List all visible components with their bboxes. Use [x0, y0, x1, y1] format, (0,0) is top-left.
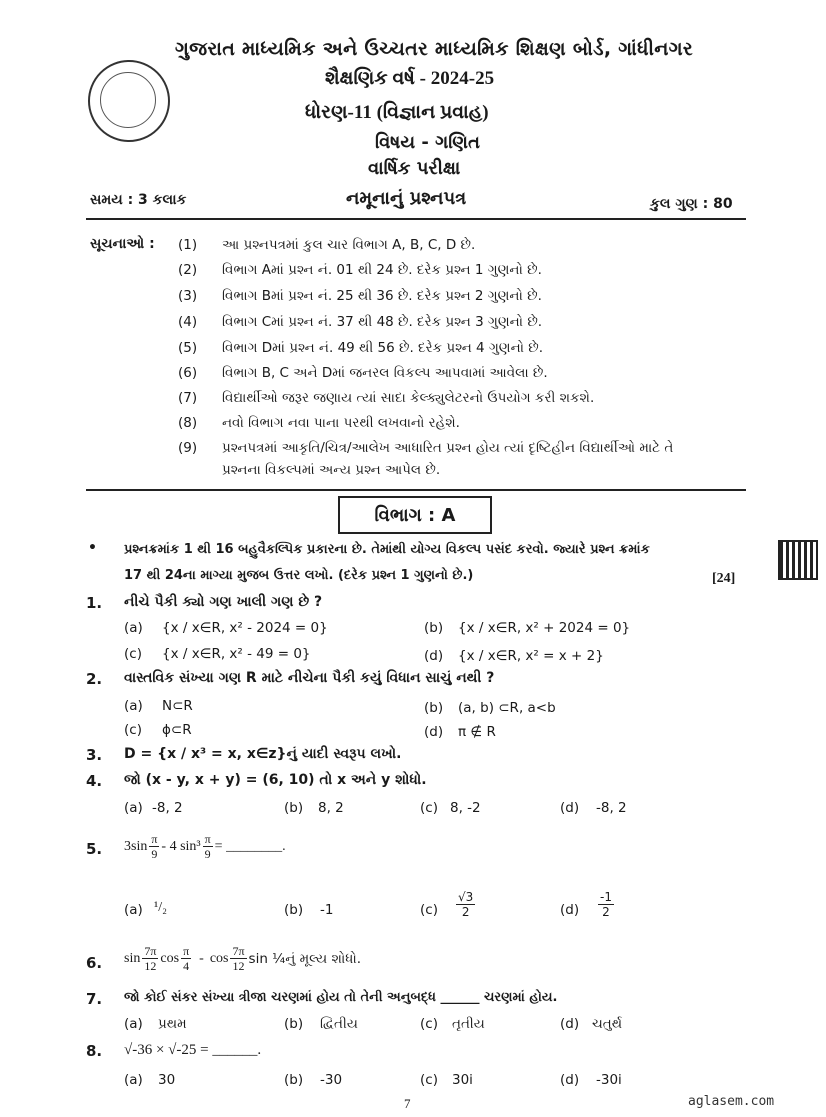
instruction-item — [178, 462, 778, 478]
option-label: (a) — [124, 902, 143, 918]
qr-code-icon — [778, 540, 818, 580]
instructions-label: સૂચનાઓ : — [90, 236, 155, 252]
option-fraction — [598, 890, 614, 919]
option-text: 30i — [452, 1072, 473, 1088]
fraction — [203, 832, 213, 861]
instruction-number: (6) — [178, 365, 198, 381]
exam-title: વાર્ષિક પરીક્ષા — [368, 158, 461, 179]
fraction — [149, 832, 159, 861]
instruction-text: વિભાગ Dમાં પ્રશ્ન નં. 49 થી 56 છે. દરેક પ્રશ્ન 4 ગુણનો છે. — [222, 340, 544, 356]
paper-type-title: નમૂનાનું પ્રશ્નપત્ર — [346, 188, 467, 209]
instruction-number: (4) — [178, 314, 198, 330]
option-text: {x / x∈R, x² = x + 2} — [458, 648, 604, 664]
instruction-text: વિભાગ Bમાં પ્રશ્ન નં. 25 થી 36 છે. દરેક પ્રશ્ન 2 ગુણનો છે. — [222, 288, 542, 304]
fraction-numerator: √3 — [458, 890, 474, 904]
option-text: 30 — [158, 1072, 176, 1088]
option-label: (c) — [420, 1072, 438, 1088]
bullet-icon: • — [88, 540, 97, 556]
fraction-numerator: π — [204, 832, 211, 846]
instruction-item — [178, 262, 778, 278]
expr-part: sin — [124, 950, 141, 966]
question-number: 3. — [86, 746, 103, 764]
option-label: (a) — [124, 620, 143, 636]
instruction-text: નવો વિભાગ નવા પાના પરથી લખવાનો રહેશે. — [222, 415, 460, 431]
option-label: (b) — [284, 1072, 304, 1088]
option-label: (a) — [124, 800, 143, 816]
option-fraction — [456, 890, 475, 919]
question-text: નીચે પૈકી ક્યો ગણ ખાલી ગણ છે ? — [124, 594, 323, 610]
option-text: ϕ⊂R — [162, 722, 192, 738]
instruction-text: વિદ્યાર્થીઓ જરૂર જણાય ત્યાં સાદા કેલ્ક્યુલેટરનો ઉપયોગ કરી શકશે. — [222, 390, 595, 406]
question-text: D = {x / x³ = x, x∈z}નું યાદી સ્વરૂપ લખો. — [124, 746, 402, 762]
option-text: {x / x∈R, x² - 49 = 0} — [162, 646, 311, 662]
option-text: N⊂R — [162, 698, 193, 714]
section-marks: [24] — [712, 571, 736, 586]
instruction-text: વિભાગ Cમાં પ્રશ્ન નં. 37 થી 48 છે. દરેક પ્રશ્ન 3 ગુણનો છે. — [222, 314, 543, 330]
instruction-text: આ પ્રશ્નપત્રમાં કુલ ચાર વિભાગ A, B, C, D છે. — [222, 237, 476, 253]
expr-part: 3sin — [124, 838, 148, 854]
total-marks: કુલ ગુણ : 80 — [650, 196, 733, 212]
instruction-text: વિભાગ Aમાં પ્રશ્ન નં. 01 થી 24 છે. દરેક પ્રશ્ન 1 ગુણનો છે. — [222, 262, 542, 278]
instruction-number: (2) — [178, 262, 198, 278]
instruction-number: (8) — [178, 415, 198, 431]
expr-part: cos — [209, 950, 229, 966]
instruction-text: પ્રશ્નપત્રમાં આકૃતિ/ચિત્ર/આલેખ આધારિત પ્રશ્ન હોય ત્યાં દૃષ્ટિહીન વિદ્યાર્થીઓ માટે તે — [222, 440, 674, 456]
option-text: -30i — [596, 1072, 622, 1088]
option-text: π ∉ R — [458, 724, 496, 740]
fraction-denominator: 12 — [232, 959, 245, 973]
page-number: 7 — [404, 1096, 411, 1111]
option-label: (d) — [560, 800, 580, 816]
board-name: ગુજરાત માધ્યમિક અને ઉચ્ચતર માધ્યમિક શિક્ષણ બોર્ડ, ગાંધીનગર — [175, 38, 694, 60]
question-text: √-36 × √-25 = ______. — [124, 1042, 262, 1058]
fraction-denominator: 2 — [461, 905, 470, 919]
option-text: તૃતીય — [452, 1016, 485, 1032]
instruction-item — [178, 288, 778, 304]
option-text: ચતુર્થ — [592, 1016, 623, 1032]
option-text: -8, 2 — [152, 800, 183, 816]
option-text: 8, 2 — [318, 800, 344, 816]
option-text: 8, -2 — [450, 800, 481, 816]
instruction-text: પ્રશ્નના વિકલ્પમાં અન્ય પ્રશ્ન આપેલ છે. — [222, 462, 441, 478]
trig-expression — [124, 832, 286, 861]
fraction-numerator: π — [151, 832, 158, 846]
option-text: {x / x∈R, x² - 2024 = 0} — [162, 620, 328, 636]
fraction-denominator: 4 — [183, 959, 190, 973]
question-number: 6. — [86, 954, 103, 972]
instruction-item — [178, 237, 778, 253]
question-number: 4. — [86, 772, 103, 790]
instruction-item — [178, 415, 778, 431]
fraction-numerator: 7π — [144, 944, 157, 958]
question-text: વાસ્તવિક સંખ્યા ગણ R માટે નીચેના પૈકી કયું વિધાન સાચું નથી ? — [124, 670, 495, 686]
option-label: (b) — [424, 700, 444, 716]
expr-part: - 4 sin³ — [161, 838, 201, 854]
option-label: (d) — [424, 724, 444, 740]
option-label: (d) — [560, 902, 580, 918]
instruction-text: વિભાગ B, C અને Dમાં જનરલ વિકલ્પ આપવામાં આવેલા છે. — [222, 365, 548, 381]
option-text: પ્રથમ — [158, 1016, 187, 1032]
option-label: (d) — [560, 1016, 580, 1032]
option-text: (a, b) ⊂R, a<b — [458, 700, 556, 716]
expr-part: - — [199, 950, 204, 966]
question-number: 7. — [86, 990, 103, 1008]
question-text: જો કોઈ સંકર સંખ્યા ત્રીજા ચરણમાં હોય તો તેની અનુબદ્ધ ______ ચરણમાં હોય. — [124, 990, 558, 1005]
option-label: (c) — [124, 722, 142, 738]
instruction-item — [178, 390, 778, 406]
instruction-number: (1) — [178, 237, 198, 253]
option-text: દ્વિતીય — [320, 1016, 358, 1032]
option-text: {x / x∈R, x² + 2024 = 0} — [458, 620, 631, 636]
fraction-numerator: π — [183, 944, 190, 958]
question-number: 2. — [86, 670, 103, 688]
option-label: (a) — [124, 1072, 143, 1088]
watermark-right: aglasem.com — [688, 1094, 775, 1109]
option-label: (a) — [124, 698, 143, 714]
fraction-numerator: 7π — [232, 944, 245, 958]
option-label: (d) — [424, 648, 444, 664]
instruction-number: (9) — [178, 440, 198, 456]
section-note-line2: 17 થી 24ના માગ્યા મુજબ ઉત્તર લખો. (દરેક પ્રશ્ન 1 ગુણનો છે.) — [124, 568, 474, 583]
fraction-denominator: 9 — [204, 847, 211, 861]
expr-part: cos — [160, 950, 180, 966]
option-label: (b) — [284, 902, 304, 918]
fraction-denominator: 2 — [602, 905, 610, 919]
option-label: (b) — [284, 800, 304, 816]
board-seal-inner-ring — [100, 72, 156, 128]
section-note-line1: પ્રશ્નક્રમાંક 1 થી 16 બહુવૈકલ્પિક પ્રકારના છે. તેમાંથી યોગ્ય વિકલ્પ પસંદ કરવો. જ્યારે પ્રશ્ન ક્રમાંક — [124, 542, 650, 557]
expr-part: sin ¼નું મૂલ્ય શોધો. — [248, 950, 362, 967]
question-number: 8. — [86, 1042, 103, 1060]
option-text: -1 — [320, 902, 334, 918]
option-label: (c) — [420, 1016, 438, 1032]
instruction-item — [178, 340, 778, 356]
academic-year: શૈક્ષણિક વર્ષ - 2024-25 — [325, 68, 495, 89]
header-divider — [86, 218, 746, 220]
subject-title: વિષય - ગણિત — [375, 132, 480, 153]
option-label: (c) — [124, 646, 142, 662]
standard-title: ધોરણ-11 (વિજ્ઞાન પ્રવાહ) — [305, 102, 489, 123]
fraction-numerator: -1 — [600, 890, 612, 904]
section-a-title: વિભાગ : A — [338, 496, 492, 534]
instruction-item — [178, 440, 778, 456]
option-text: ¹/₂ — [154, 900, 167, 915]
option-label: (c) — [420, 800, 438, 816]
instructions-divider — [86, 489, 746, 491]
instruction-item — [178, 365, 778, 381]
instruction-number: (5) — [178, 340, 198, 356]
instruction-number: (3) — [178, 288, 198, 304]
option-label: (c) — [420, 902, 438, 918]
time-duration: સમય : 3 કલાક — [90, 192, 187, 208]
trig-expression — [124, 944, 361, 973]
question-number: 1. — [86, 594, 103, 612]
fraction — [181, 944, 191, 973]
option-label: (b) — [284, 1016, 304, 1032]
option-label: (d) — [560, 1072, 580, 1088]
option-text: -30 — [320, 1072, 343, 1088]
option-label: (b) — [424, 620, 444, 636]
fraction-denominator: 9 — [151, 847, 158, 861]
instruction-number: (7) — [178, 390, 198, 406]
question-text: જો (x - y, x + y) = (6, 10) તો x અને y શોધો. — [124, 772, 427, 788]
instruction-item — [178, 314, 778, 330]
option-label: (a) — [124, 1016, 143, 1032]
expr-part: = ________. — [214, 838, 286, 854]
fraction — [142, 944, 158, 973]
question-number: 5. — [86, 840, 103, 858]
option-text: -8, 2 — [596, 800, 627, 816]
fraction — [230, 944, 246, 973]
fraction-denominator: 12 — [144, 959, 157, 973]
